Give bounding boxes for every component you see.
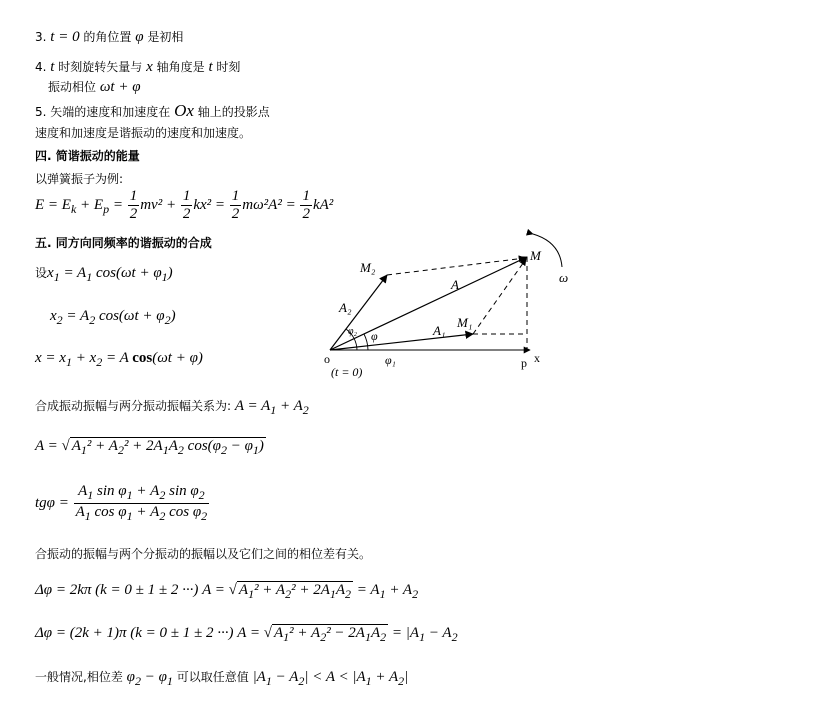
phase-math: ωt + φ xyxy=(99,79,141,95)
label-a1: A₁ xyxy=(433,323,446,338)
text: 合成振动振幅与两分振动振幅关系为: xyxy=(35,399,232,413)
dashed-m2-m xyxy=(387,258,525,275)
text: 时刻旋转矢量与 xyxy=(54,60,143,74)
constructive-case: Δφ = 2kπ (k = 0 ± 1 ± 2 ···) A = √ $A_1^2 + A_2^2 + 2A_1A_2 = A_1 + A_2$ xyxy=(35,582,419,601)
label-a2: A₂ xyxy=(339,300,352,315)
label-a: A xyxy=(451,277,459,292)
text: 时刻 xyxy=(212,60,241,74)
label-p: p xyxy=(521,356,527,370)
x-sum-def: $x = x_1 + x_2 = A$ cos(ωt + φ) xyxy=(35,350,203,369)
section-5-heading: 五. 同方向同频率的谐振动的合成 xyxy=(35,236,212,250)
math-x: x xyxy=(146,59,153,75)
text: 的角位置 xyxy=(79,30,132,44)
general-case: 一般情况,相位差 $\varphi_2 - \varphi_1$ 可以取任意值 $|A_1 - A_2| < A < |A_1 + A_2|$ xyxy=(35,669,409,688)
item-3 xyxy=(35,28,183,46)
phase-label: 振动相位 xyxy=(48,80,97,94)
item-number: 4. xyxy=(35,60,47,74)
math-ox: Ox xyxy=(174,101,194,120)
spring-example: 以弹簧振子为例: xyxy=(35,172,124,186)
tan-formula: tgφ = $\frac{A_1 \sin \varphi_1 + A_2 \sin \varphi_2}{A_1 \cos \varphi_1 + A_2 \cos \varphi_2}$ xyxy=(35,483,208,523)
text: 轴角度是 xyxy=(152,60,205,74)
text: 5. 矢端的速度和加速度在 xyxy=(35,105,171,119)
label-phi1: φ₁ xyxy=(385,353,396,367)
dependence-text: 合振动的振幅与两个分振动的振幅以及它们之间的相位差有关。 xyxy=(35,547,372,561)
relation-line: 合成振动振幅与两分振动振幅关系为: $A = A_1 + A_2$ xyxy=(35,398,309,417)
angle-arc-phi xyxy=(364,334,368,350)
label-phi2: φ₂ xyxy=(348,326,358,337)
item-4 xyxy=(35,58,240,76)
text: 是初相 xyxy=(143,30,184,44)
text: 一般情况,相位差 xyxy=(35,670,123,684)
label-phi: φ xyxy=(371,329,378,343)
label-m: M xyxy=(530,248,541,263)
math-phi: φ xyxy=(135,29,144,45)
math-t: t xyxy=(208,59,213,75)
math-t: t xyxy=(50,59,55,75)
label-m2: M₂ xyxy=(360,260,376,275)
label-m1: M₁ xyxy=(457,315,473,330)
item-number: 3. xyxy=(35,30,47,44)
amplitude-formula: A = √ $A_1^2 + A_2^2 + 2A_1A_2$ $\cos(\varphi_2 - \varphi_1)$ xyxy=(35,438,264,457)
math-t-zero: t = 0 xyxy=(50,29,80,45)
label-t0: (t = 0) xyxy=(331,365,363,379)
label-o: o xyxy=(324,352,330,366)
item-5 xyxy=(35,101,270,121)
phase-line xyxy=(48,78,141,96)
phasor-diagram xyxy=(315,222,585,387)
item-5-cont: 速度和加速度是谐振动的速度和加速度。 xyxy=(35,126,252,140)
label-x: x xyxy=(534,351,540,365)
text: 轴上的投影点 xyxy=(197,105,270,119)
label-omega: ω xyxy=(559,270,569,285)
x1-def: 设$x_1 = A_1$ $\cos(\omega t + \varphi_1)$ xyxy=(35,265,173,284)
destructive-case: Δφ = (2k + 1)π (k = 0 ± 1 ± 2 ···) A = √ $A_1^2 + A_2^2 - 2A_1A_2 = |A_1 - A_2$ xyxy=(35,625,458,644)
section-4-heading: 四. 简谐振动的能量 xyxy=(35,149,140,163)
energy-formula: $E = E_k + E_p$ = $\frac{1}{2}$ mv² + $\frac{1}{2}$ kx² = $\frac{1}{2}$ mω²A² = $\frac{1}{2}$ kA² xyxy=(35,188,334,222)
x2-def: $x_2 = A_2$ $\cos(\omega t + \varphi_2)$ xyxy=(50,308,176,327)
